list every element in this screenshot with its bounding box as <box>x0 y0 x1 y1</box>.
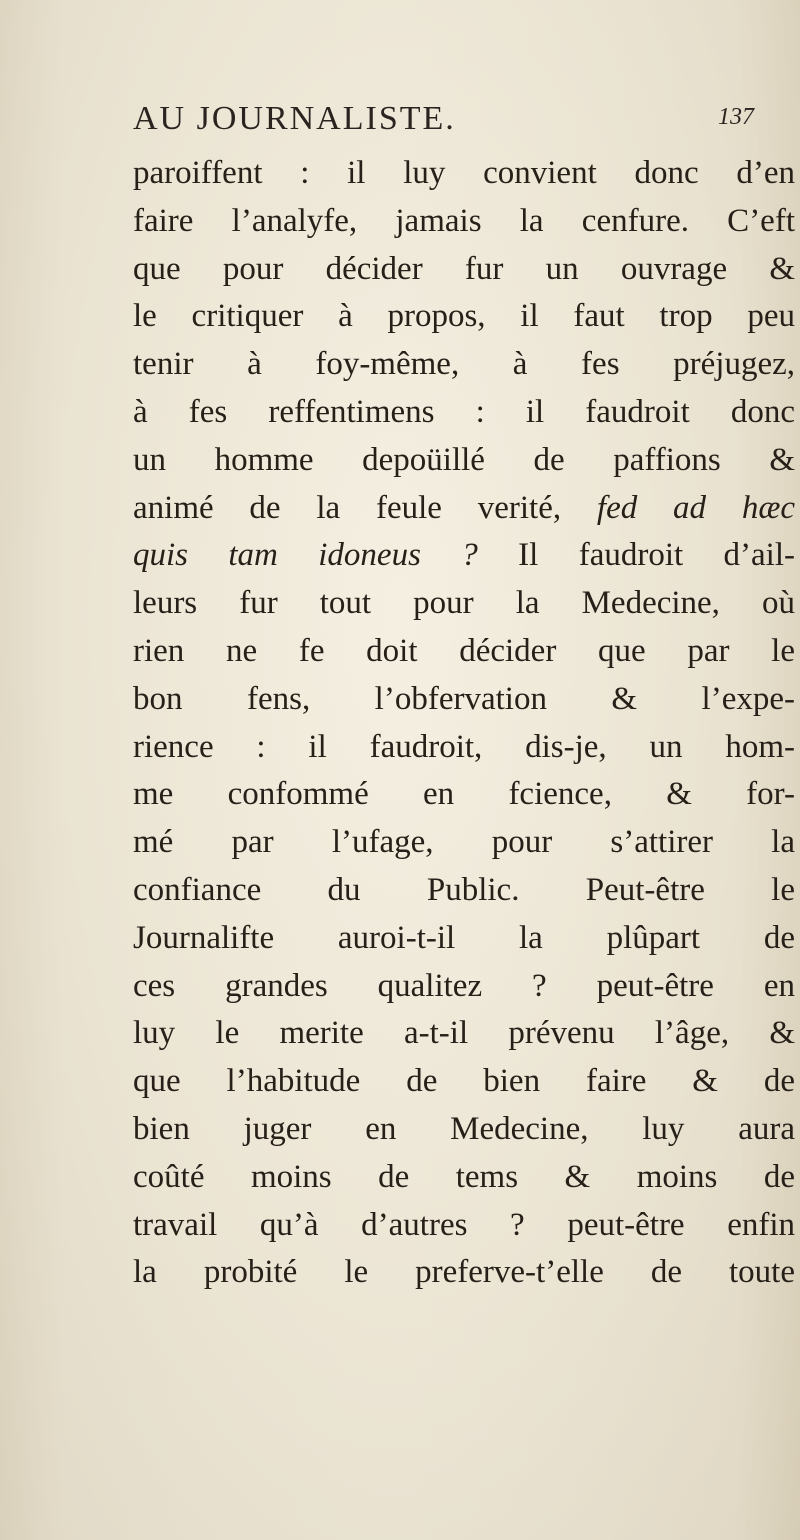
text-line: un homme depoüillé de paffions & <box>133 441 795 478</box>
roman-text: Il faudroit d’ail- <box>477 537 795 574</box>
text-line <box>133 532 795 580</box>
text-line: que pour décider fur un ouvrage & <box>133 250 795 287</box>
text-line: luy le merite a-t-il prévenu l’âge, & <box>133 1015 795 1052</box>
text-line: Journalifte auroi-t-il la plûpart de <box>133 919 795 956</box>
page-header <box>133 100 793 150</box>
text-line: bon fens, l’obfervation & l’expe- <box>133 680 795 717</box>
text-line: paroiffent : il luy convient donc d’en <box>133 155 795 191</box>
page-number: 137 <box>718 104 754 130</box>
text-line: mé par l’ufage, pour s’attirer la <box>133 824 795 861</box>
running-head: AU JOURNALISTE. <box>133 100 456 137</box>
text-line: coûté moins de tems & moins de <box>133 1158 795 1195</box>
text-line: ces grandes qualitez ? peut-être en <box>133 967 795 1004</box>
text-line <box>133 485 795 533</box>
body-text <box>133 150 795 1297</box>
text-line: à fes reffentimens : il faudroit donc <box>133 393 795 430</box>
text-line: bien juger en Medecine, luy aura <box>133 1110 795 1147</box>
latin-quotation: fed ad hæc <box>596 489 795 526</box>
text-line: tenir à foy-même, à fes préjugez, <box>133 346 795 383</box>
text-line: travail qu’à d’autres ? peut-être enfin <box>133 1206 795 1243</box>
text-line: faire l’analyfe, jamais la cenfure. C’eft <box>133 202 795 239</box>
text-line: me confommé en fcience, & for- <box>133 776 795 813</box>
text-line: rien ne fe doit décider que par le <box>133 632 795 669</box>
text-line: la probité le preferve-t’elle de toute <box>133 1254 795 1291</box>
text-line: rience : il faudroit, dis-je, un hom- <box>133 728 795 765</box>
text-line: que l’habitude de bien faire & de <box>133 1063 795 1100</box>
roman-text: animé de la feule verité, <box>133 489 597 526</box>
text-line: confiance du Public. Peut-être le <box>133 871 795 908</box>
text-line: le critiquer à propos, il faut trop peu <box>133 298 795 335</box>
text-line: leurs fur tout pour la Medecine, où <box>133 585 795 622</box>
latin-quotation: quis tam idoneus ? <box>133 537 478 574</box>
